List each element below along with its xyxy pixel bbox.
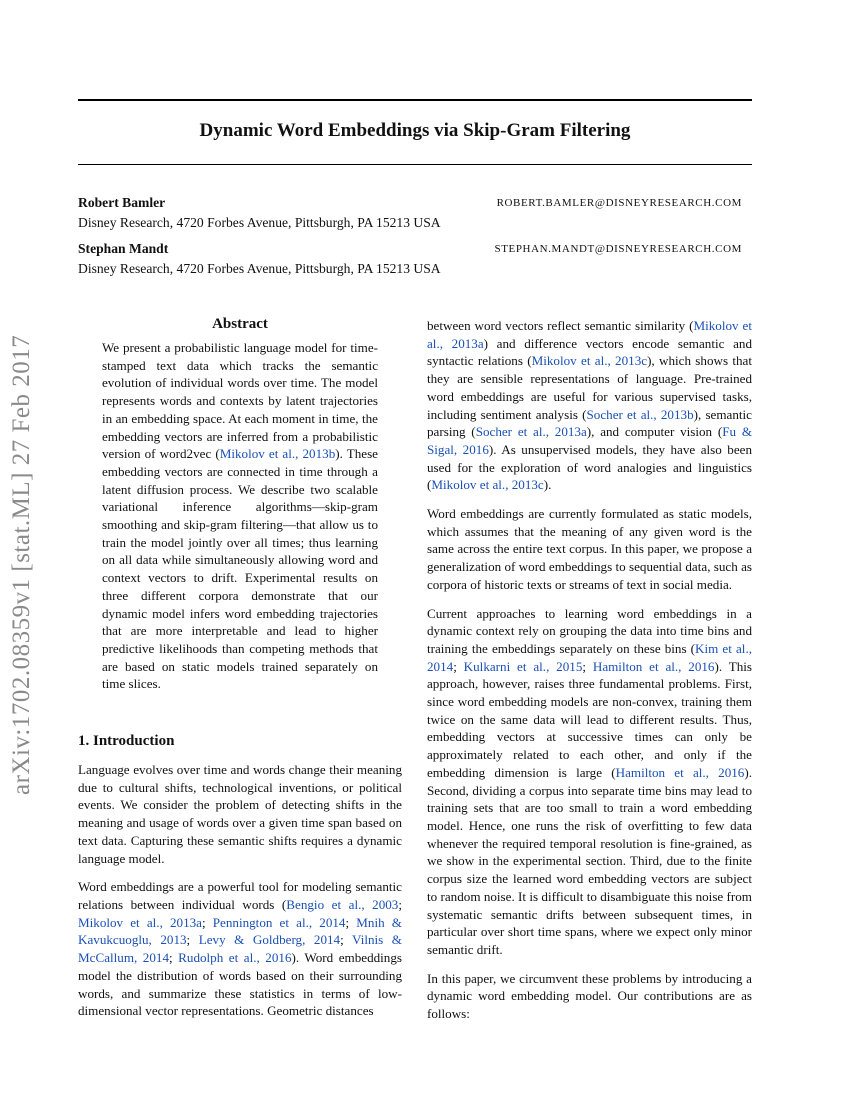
section-heading: 1. Introduction: [78, 733, 175, 750]
author-email-1[interactable]: ROBERT.BAMLER@DISNEYRESEARCH.COM: [496, 197, 742, 209]
arxiv-stamp[interactable]: arXiv:1702.08359v1 [stat.ML] 27 Feb 2017: [8, 334, 35, 795]
paragraph: In this paper, we circumvent these problems by introducing a dynamic word embedding model. Our contributions are as follows:: [427, 970, 752, 1022]
paragraph: Current approaches to learning word embeddings in a dynamic context rely on grouping the data into time bins and training the embeddings separately on these bins (Kim et al., 2014; Kulkarni et al., 2015; Hamilton et al., 2016). This approach, however, raises three fundamental problems. First, since word embedding models are non-convex, training them twice on the same data will lead to different results. Thus, embedding vectors at successive times can only be approximately related to each other, and only if the embedding dimension is large (Hamilton et al., 2016). Second, dividing a corpus into separate time bins may lead to training sets that are too small to train a word embedding model. Hence, one runs the risk of overfitting to few data whenever the required temporal resolution is fine-grained, as we show in the experimental section. Third, due to the finite corpus size the learned word embedding vectors are subject to random noise. It is difficult to disambiguate this noise from systematic semantic drifts between subsequent times, in particular over short time spans, where we expect only minor semantic drift.: [427, 605, 752, 957]
citation-link[interactable]: Vilnis & McCallum, 2014: [78, 932, 402, 966]
citation-link[interactable]: Mikolov et al., 2013c: [531, 353, 648, 369]
citation-link[interactable]: Hamilton et al., 2016: [592, 658, 715, 674]
author-affiliation-1: Disney Research, 4720 Forbes Avenue, Pittsburgh, PA 15213 USA: [78, 215, 441, 230]
citation-link[interactable]: Kim et al., 2014: [427, 640, 752, 674]
author-email-2[interactable]: STEPHAN.MANDT@DISNEYRESEARCH.COM: [494, 243, 742, 255]
author-name-2: Stephan Mandt: [78, 241, 169, 256]
citation-link[interactable]: Levy & Goldberg, 2014: [198, 932, 341, 948]
paper-title: Dynamic Word Embeddings via Skip-Gram Filtering: [199, 120, 631, 141]
citation-link[interactable]: Mnih & Kavukcuoglu, 2013: [78, 914, 402, 948]
citation-link[interactable]: Kulkarni et al., 2015: [463, 658, 583, 674]
citation-link[interactable]: Socher et al., 2013b: [586, 406, 694, 422]
author-name-1: Robert Bamler: [78, 195, 166, 210]
citation-link[interactable]: Bengio et al., 2003: [286, 896, 399, 912]
citation-link[interactable]: Fu & Sigal, 2016: [427, 424, 753, 457]
abstract-text: We present a probabilistic language model for time-stamped text data which tracks the semantic evolution of individual words over time. The model represents words and contexts by latent trajectories in an embedding space. At each moment in time, the embedding vectors are inferred from a probabilistic version of word2vec (Mikolov et al., 2013b). These embedding vectors are connected in time through a latent diffusion process. We describe two scalable variational inference algorithms—skip-gram smoothing and skip-gram filtering—that allow us to train the model jointly over all times; thus learning on all data while simultaneously allowing word and context vectors to drift. Experimental results on three different corpora demonstrate that our dynamic model infers word embedding trajectories that are more interpretable and lead to higher predictive likelihoods than competing methods that are based on static models trained separately on time slices.: [102, 340, 378, 692]
citation-link[interactable]: Pennington et al., 2014: [212, 914, 346, 930]
right-column: [427, 317, 752, 1034]
paragraph: between word vectors reflect semantic similarity (Mikolov et al., 2013a) and difference vectors encode semantic and syntactic relations (Mikolov et al., 2013c), which shows that they are sensible representations of language. Pre-trained word embeddings are useful for various supervised tasks, including sentiment analysis (Socher et al., 2013b), semantic parsing (Socher et al., 2013a), and computer vision (Fu & Sigal, 2016). As unsupervised models, they have also been used for the exploration of word analogies and linguistics (Mikolov et al., 2013c).: [427, 318, 753, 493]
citation-link[interactable]: Mikolov et al., 2013a: [78, 914, 202, 930]
citation-link[interactable]: Hamilton et al., 2016: [615, 764, 745, 780]
abstract-heading: Abstract: [212, 316, 268, 332]
author-affiliation-2: Disney Research, 4720 Forbes Avenue, Pittsburgh, PA 15213 USA: [78, 261, 441, 276]
title-bottom-rule: [78, 164, 752, 165]
paragraph: Word embeddings are a powerful tool for modeling semantic relations between individual words (Bengio et al., 2003; Mikolov et al., 2013a; Pennington et al., 2014; Mnih & Kavukcuoglu, 2013; Levy & Goldberg, 2014; Vilnis & McCallum, 2014; Rudolph et al., 2016). Word embeddings model the distribution of words based on their surrounding words, and summarize these statistics in terms of low-dimensional vector representations. Geometric distances: [78, 879, 402, 1019]
citation-link[interactable]: Mikolov et al., 2013b: [219, 446, 336, 462]
top-rule: [78, 99, 752, 101]
paragraph: Word embeddings are currently formulated as static models, which assumes that the meaning of any given word is the same across the entire text corpus. In this paper, we propose a generalization of word embeddings to sequential data, such as corpora of historic texts or streams of text in social media.: [427, 506, 752, 592]
paragraph: Language evolves over time and words change their meaning due to cultural shifts, technological inventions, or political events. We consider the problem of detecting shifts in the meaning and usage of words over a given time span based on text data. Capturing these semantic shifts requires a dynamic language model.: [78, 762, 402, 866]
citation-link[interactable]: Mikolov et al., 2013a: [427, 318, 752, 351]
citation-link[interactable]: Rudolph et al., 2016: [178, 950, 292, 966]
citation-link[interactable]: Mikolov et al., 2013c: [431, 477, 544, 493]
left-column: [78, 316, 402, 1031]
citation-link[interactable]: Socher et al., 2013a: [475, 424, 587, 440]
